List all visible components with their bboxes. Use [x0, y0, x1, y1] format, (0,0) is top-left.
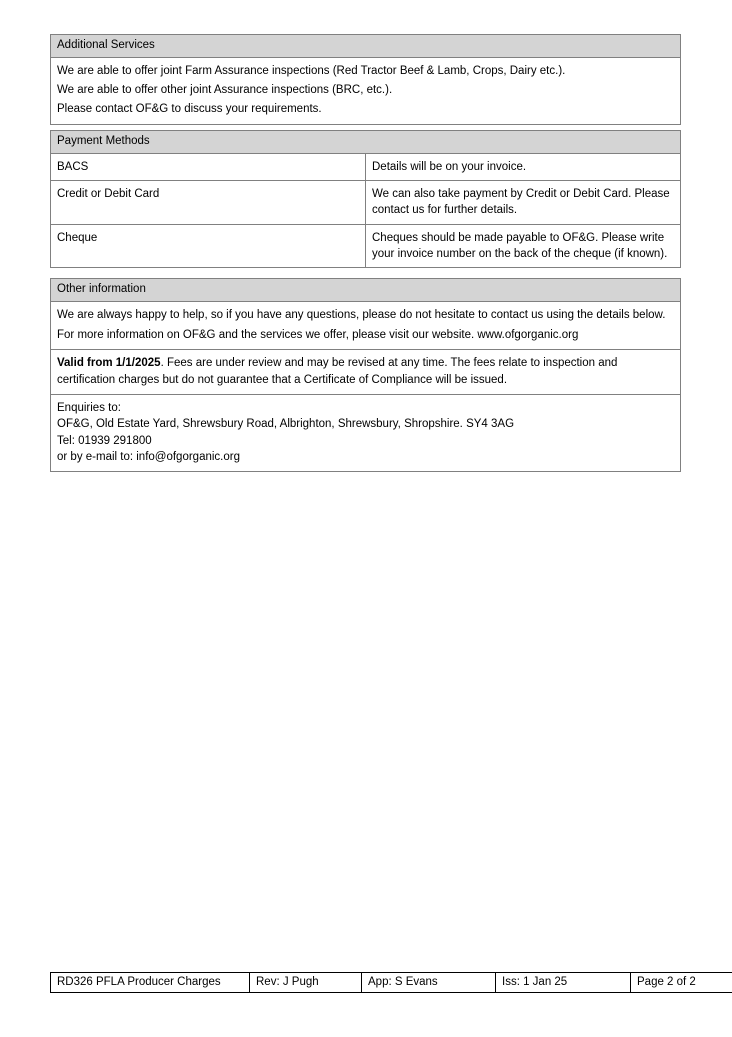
validity-date: Valid from 1/1/2025: [57, 357, 161, 370]
enquiries-title: Enquiries to:: [57, 401, 121, 414]
table-row: [51, 131, 681, 154]
payment-methods-header: Payment Methods: [51, 131, 681, 154]
payment-method-details: Details will be on your invoice.: [366, 153, 681, 180]
validity-text: . Fees are under review and may be revised at any time. The fees relate to inspection and certification charges but do not guarantee that a Certificate of Compliance will be issued.: [57, 357, 618, 386]
other-information-intro: [51, 301, 681, 350]
payment-methods-table: [50, 130, 681, 268]
additional-services-body: [51, 57, 681, 124]
enquiries-telephone: Tel: 01939 291800: [57, 434, 152, 447]
table-row: [51, 394, 681, 471]
footer-issue: Iss: 1 Jan 25: [496, 973, 631, 993]
table-row: [51, 57, 681, 124]
additional-services-line-1: We are able to offer joint Farm Assurance inspections (Red Tractor Beef & Lamb, Crops, Dairy etc.).: [57, 64, 566, 77]
table-row: [51, 180, 681, 224]
payment-method-name: Cheque: [51, 224, 366, 268]
additional-services-table: [50, 34, 681, 125]
table-row: [51, 973, 732, 993]
footer-page-number: Page 2 of 2: [631, 973, 732, 993]
footer-document-ref: RD326 PFLA Producer Charges: [51, 973, 250, 993]
other-information-paragraph-1: We are always happy to help, so if you have any questions, please do not hesitate to contact us using the details below.: [57, 308, 666, 321]
additional-services-header: Additional Services: [51, 35, 681, 58]
payment-method-details: Cheques should be made payable to OF&G. Please write your invoice number on the back of the cheque (if known).: [366, 224, 681, 268]
payment-method-details: We can also take payment by Credit or Debit Card. Please contact us for further details.: [366, 180, 681, 224]
table-row: [51, 35, 681, 58]
table-row: [51, 350, 681, 395]
footer-approver: App: S Evans: [362, 973, 496, 993]
other-information-header: Other information: [51, 279, 681, 302]
payment-method-name: Credit or Debit Card: [51, 180, 366, 224]
table-row: [51, 224, 681, 268]
enquiries-email: or by e-mail to: info@ofgorganic.org: [57, 450, 240, 463]
other-information-paragraph-2: For more information on OF&G and the services we offer, please visit our website. www.ofgorganic.org: [57, 328, 579, 341]
footer-revision: Rev: J Pugh: [250, 973, 362, 993]
table-row: [51, 301, 681, 350]
table-row: [51, 279, 681, 302]
enquiries-block: [51, 394, 681, 471]
additional-services-line-3: Please contact OF&G to discuss your requirements.: [57, 103, 322, 116]
validity-notice: [51, 350, 681, 395]
payment-method-name: BACS: [51, 153, 366, 180]
additional-services-line-2: We are able to offer other joint Assurance inspections (BRC, etc.).: [57, 83, 393, 96]
table-row: [51, 153, 681, 180]
other-information-table: [50, 278, 681, 472]
document-footer-table: [50, 972, 732, 993]
enquiries-address: OF&G, Old Estate Yard, Shrewsbury Road, Albrighton, Shrewsbury, Shropshire. SY4 3AG: [57, 418, 515, 431]
